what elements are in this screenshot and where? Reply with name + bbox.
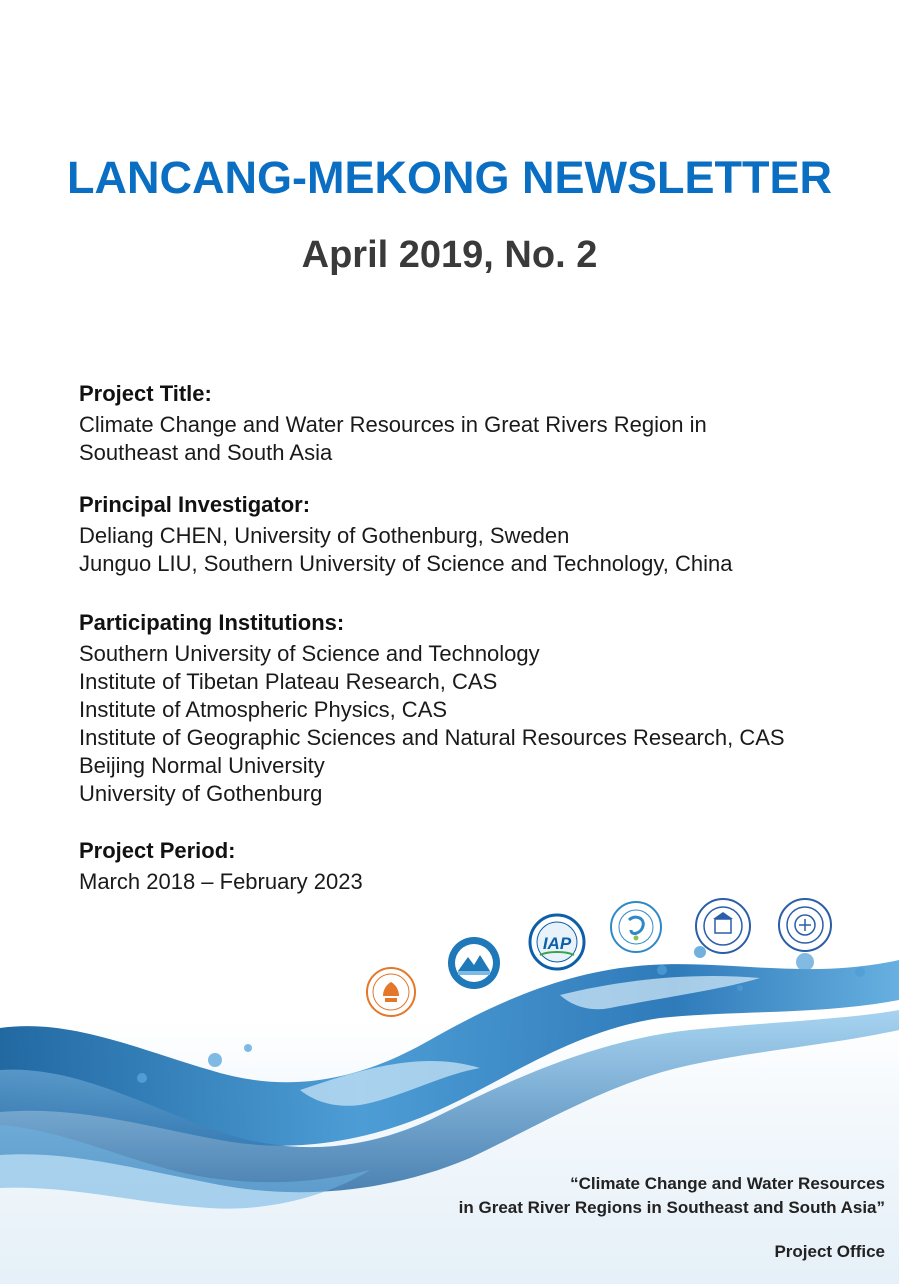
project-period-heading: Project Period: [79,838,236,863]
iap-logo-icon [528,913,586,971]
participating-institutions-section [79,610,879,808]
principal-investigator-heading: Principal Investigator: [79,492,311,517]
project-title-section [79,381,879,467]
footer-quote-line: “Climate Change and Water Resources [570,1174,885,1193]
institution-item: Institute of Tibetan Plateau Research, CAS [79,669,498,694]
investigator-line: Deliang CHEN, University of Gothenburg, Sweden [79,523,570,548]
footer-quote-line: in Great River Regions in Southeast and South Asia” [458,1198,885,1217]
project-period-section [79,838,879,896]
institutions-heading: Participating Institutions: [79,610,345,635]
institution-item: Beijing Normal University [79,753,325,778]
principal-investigator-section [79,492,879,578]
newsletter-title: LANCANG-MEKONG NEWSLETTER [67,152,832,203]
sustech-logo-icon [365,966,417,1018]
institution-item: Southern University of Science and Technology [79,641,540,666]
investigator-line: Junguo LIU, Southern University of Science and Technology, China [79,551,733,576]
institution-item: University of Gothenburg [79,781,323,806]
footer-project-quote [459,1172,885,1220]
institution-item: Institute of Atmospheric Physics, CAS [79,697,448,722]
bnu-logo-icon [694,897,752,955]
itp-logo-icon [446,935,502,991]
igsnrr-logo-icon [609,900,663,954]
footer-project-office: Project Office [774,1242,885,1261]
institution-item: Institute of Geographic Sciences and Natural Resources Research, CAS [79,725,785,750]
project-period-line: March 2018 – February 2023 [79,869,363,894]
project-title-line: Southeast and South Asia [79,440,333,465]
svg-text:IAP: IAP [542,934,572,953]
project-title-heading: Project Title: [79,381,212,406]
project-title-line: Climate Change and Water Resources in Great Rivers Region in [79,412,707,437]
gothenburg-logo-icon [777,897,833,953]
issue-date: April 2019, No. 2 [301,234,598,276]
